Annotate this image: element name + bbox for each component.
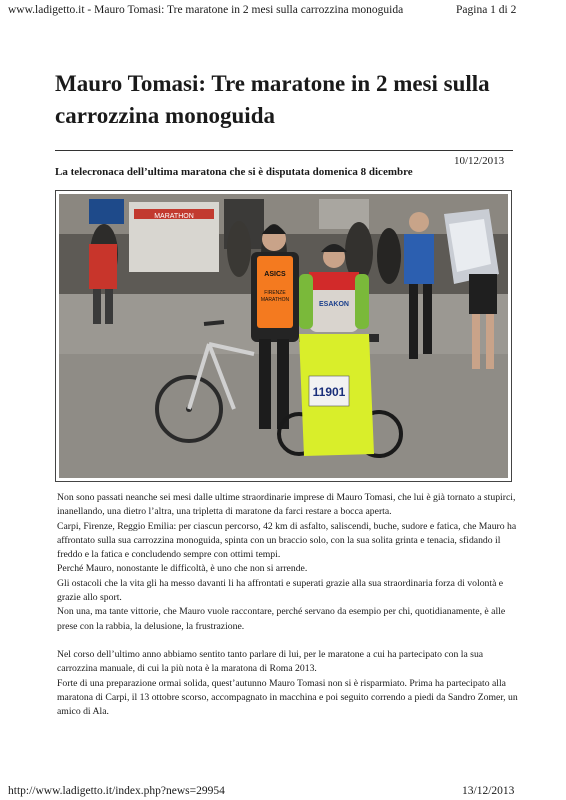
title-divider — [55, 150, 513, 151]
banner-text: MARATHON — [154, 213, 194, 220]
vest-line-3: MARATHON — [260, 297, 290, 303]
print-footer-date: 13/12/2013 — [462, 785, 515, 797]
jersey-text: ESAKON — [319, 301, 349, 308]
article-subtitle: La telecronaca dell’ultima maratona che si è disputata domenica 8 dicembre — [55, 166, 413, 178]
print-footer-url: http://www.ladigetto.it/index.php?news=29954 — [8, 785, 225, 797]
paragraph-6: Nel corso dell’ultimo anno abbiamo sentito tanto parlare di lui, per le maratone a cui ha partecipato con la sua carrozzina manuale, di cui la più nota è la maratona di Roma 2013. — [57, 648, 484, 675]
article-title: Mauro Tomasi: Tre maratone in 2 mesi sulla carrozzina monoguida — [55, 71, 490, 128]
paragraph-4: Gli ostacoli che la vita gli ha messo davanti li ha affrontati e superati grazie alla sua straordinaria forza di volontà e grazie allo sport. — [57, 577, 504, 604]
print-header — [8, 4, 517, 16]
vest-line-1: ASICS — [264, 271, 286, 278]
paragraph-2: Carpi, Firenze, Reggio Emilia: per ciascun percorso, 42 km di asfalto, saliscendi, buche, sudore e fatica, che Mauro ha affrontato sulla sua carrozzina monoguida, spinta con un braccio solo, con la sua solita grinta e tenacia, sfidando il freddo e la fatica e concludendo sempre con ottimi tempi. — [57, 520, 517, 561]
bib-number: 11901 — [312, 385, 346, 399]
paragraph-1: Non sono passati neanche sei mesi dalle ultime straordinarie imprese di Mauro Tomasi, che lui è già tornato a stupirci, inanellando, una dietro l’altra, una tripletta di maratone da farci restare a bocca aperta. — [57, 492, 516, 518]
print-header-title: www.ladigetto.it - Mauro Tomasi: Tre maratone in 2 mesi sulla carrozzina monoguida — [8, 4, 404, 16]
paragraph-gap — [57, 634, 519, 648]
article-date: 10/12/2013 — [454, 155, 505, 167]
article-photo — [55, 190, 512, 482]
marathon-photo — [59, 194, 508, 478]
paragraph-3: Perché Mauro, nonostante le difficoltà, è uno che non si arrende. — [57, 563, 308, 575]
page-indicator: Pagina 1 di 2 — [456, 4, 517, 16]
paragraph-5: Non una, ma tante vittorie, che Mauro vuole raccontare, perché servano da esempio per chi, quotidianamente, è alle prese con la rabbia, la delusione, la frustrazione. — [57, 606, 506, 632]
article-body — [57, 491, 519, 719]
paragraph-7: Forte di una preparazione ormai solida, quest’autunno Mauro Tomasi non si è risparmiato. Prima ha partecipato alla maratona di Carpi, il 13 ottobre scorso, accompagnato in macchina e poi seguito correndo a piedi da Sandro Zomer, un amico di Ala. — [57, 677, 518, 718]
vest-line-2: FIRENZE — [264, 290, 286, 296]
